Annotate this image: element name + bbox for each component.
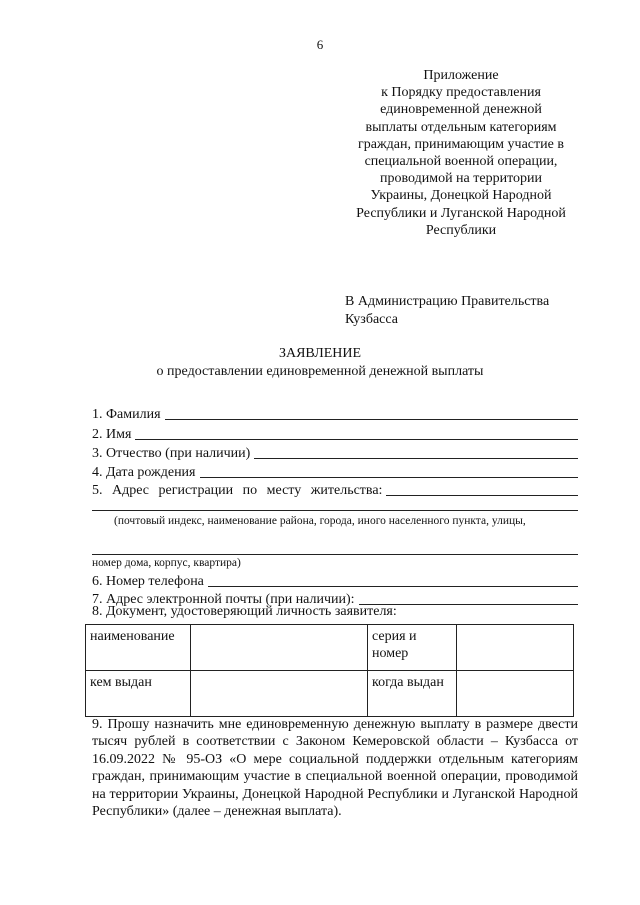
birth-date-line[interactable] [200,463,579,478]
phone-line[interactable] [208,572,578,587]
addressee-line: Кузбасса [345,311,398,327]
patronymic-line[interactable] [254,444,578,459]
id-doc-name-value[interactable] [191,625,368,671]
birth-date-label: 4. Дата рождения [92,465,196,480]
address-line-2[interactable] [92,510,578,511]
address-hint-1: (почтовый индекс, наименование района, города, иного населенного пункта, улицы, [114,515,526,527]
table-row [86,625,574,671]
id-document-label: 8. Документ, удостоверяющий личность заявителя: [92,604,397,619]
address-field[interactable] [92,480,578,499]
table-row [86,671,574,717]
patronymic-label: 3. Отчество (при наличии) [92,446,251,461]
appendix-header [345,67,577,239]
surname-field[interactable] [92,404,578,423]
id-doc-issuer-label: кем выдан [86,671,191,717]
phone-field[interactable] [92,571,578,590]
appendix-line: Республики и Луганской Народной [356,205,566,221]
patronymic-field[interactable] [92,443,578,462]
document-subtitle: о предоставлении единовременной денежной выплаты [156,364,484,379]
id-doc-series-label: серия и номер [368,625,457,671]
appendix-line: проводимой на территории [379,171,543,187]
appendix-line: специальной военной операции, [364,154,558,170]
address-line-3[interactable] [92,554,578,555]
document-title: ЗАЯВЛЕНИЕ [278,346,362,361]
birth-date-field[interactable] [92,462,578,481]
page-number: 6 [316,37,324,52]
address-line[interactable] [386,481,578,496]
addressee-line: В Администрацию Правительства [345,294,550,309]
email-line[interactable] [359,590,578,605]
name-label: 2. Имя [92,427,132,442]
id-doc-name-label: наименование [86,625,191,671]
address-hint-2: номер дома, корпус, квартира) [92,557,241,569]
id-doc-issue-date-label: когда выдан [368,671,457,717]
appendix-line: к Порядку предоставления [381,85,541,101]
id-doc-issuer-value[interactable] [191,671,368,717]
surname-label: 1. Фамилия [92,407,161,422]
paragraph-9: 9. Прошу назначить мне единовременную денежную выплату в размере двести тысяч рублей в соответствии с Законом Кемеровской области – Кузбасса от 16.09.2022 № 95-ОЗ «О мере социальной поддержки отдельным категориям граждан, принимающим участие в специальной военной операции, проводимой на территории Украины, Донецкой Народной Республики и Луганской Народной Республики» (далее – денежная выплата). [92,717,578,820]
email-label: 7. Адрес электронной почты (при наличии): [92,592,355,607]
appendix-line: Приложение [423,68,499,83]
appendix-line: Украины, Донецкой Народной [370,188,552,204]
appendix-line: граждан, принимающим участие в [358,136,564,152]
address-label: 5. Адрес регистрации по месту жительства: [92,483,383,498]
id-doc-series-value[interactable] [457,625,574,671]
appendix-line: единовременной денежной [380,102,542,118]
surname-line[interactable] [165,405,578,420]
addressee [345,293,595,328]
appendix-line: выплаты отдельным категориям [365,119,557,135]
phone-label: 6. Номер телефона [92,574,204,589]
appendix-line: Республики [425,222,497,238]
name-line[interactable] [135,425,578,440]
name-field[interactable] [92,424,578,443]
id-document-table [85,624,574,717]
id-doc-issue-date-value[interactable] [457,671,574,717]
